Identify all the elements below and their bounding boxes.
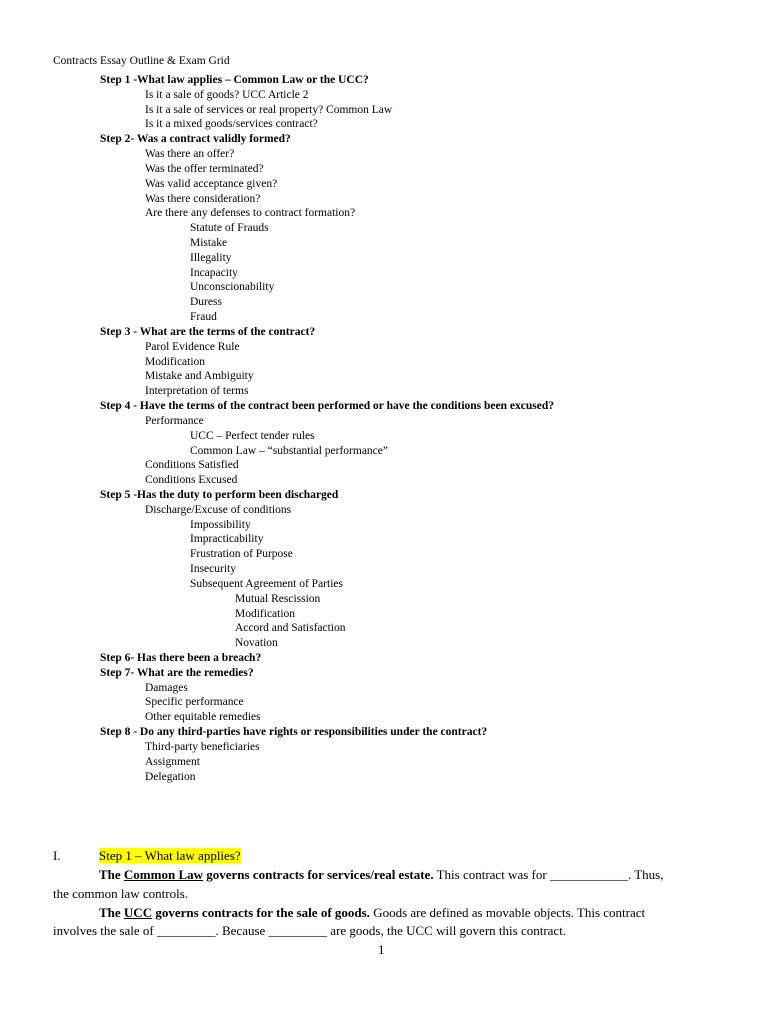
p1-lead-term: Common Law [123, 867, 204, 882]
outline-text: Common Law – “substantial performance” [190, 445, 388, 457]
outline-text: Mistake and Ambiguity [145, 370, 254, 382]
paragraph-common-law-line2: the common law controls. [53, 886, 189, 901]
outline-text: Step 2- Was a contract validly formed? [100, 133, 291, 145]
paragraph-ucc-line1 [99, 905, 645, 921]
outline-text: Illegality [190, 252, 232, 264]
outline-text: Specific performance [145, 696, 244, 708]
p1-blank1: ____________ [549, 867, 628, 882]
section-heading [99, 848, 241, 864]
outline-text: Novation [235, 637, 278, 649]
outline-text: Is it a mixed goods/services contract? [145, 118, 318, 130]
outline-text: Is it a sale of goods? UCC Article 2 [145, 89, 309, 101]
p1-text2: . Thus, [627, 867, 664, 882]
outline-text: Mistake [190, 237, 228, 249]
p2-lead-rest: governs contracts for the sale of goods. [152, 905, 370, 920]
outline-text: Statute of Frauds [190, 222, 269, 234]
outline-text: Insecurity [190, 563, 236, 575]
section-numeral: I. [53, 848, 61, 863]
outline-text: Duress [190, 296, 222, 308]
p2-line2a: involves the sale of [53, 923, 157, 938]
outline-text: Are there any defenses to contract formation? [145, 207, 356, 219]
outline-text: Conditions Excused [145, 474, 238, 486]
outline-text: Subsequent Agreement of Parties [190, 578, 343, 590]
outline-text: Frustration of Purpose [190, 548, 293, 560]
outline-text: Impracticability [190, 533, 264, 545]
outline-text: Step 3 - What are the terms of the contract? [100, 326, 316, 338]
outline-text: Accord and Satisfaction [235, 622, 346, 634]
outline-text: Incapacity [190, 267, 238, 279]
outline-text: Unconscionability [190, 281, 275, 293]
page-number: 1 [378, 942, 385, 957]
p2-lead-term: UCC [123, 905, 153, 920]
outline-text: Damages [145, 682, 188, 694]
outline-text: Step 4 - Have the terms of the contract been performed or have the conditions been excused? [100, 400, 554, 412]
outline-text: Assignment [145, 756, 200, 768]
outline-text: Was there an offer? [145, 148, 235, 160]
p2-blank1: _________ [156, 923, 216, 938]
p1-lead-rest: governs contracts for services/real estate. [203, 867, 434, 882]
outline-text: UCC – Perfect tender rules [190, 430, 315, 442]
outline-text: Other equitable remedies [145, 711, 261, 723]
p2-line2c: are goods, the UCC will govern this contract. [327, 923, 567, 938]
outline-text: Interpretation of terms [145, 385, 249, 397]
outline-text: Was valid acceptance given? [145, 178, 278, 190]
outline-text: Performance [145, 415, 204, 427]
p2-line2b: . Because [215, 923, 269, 938]
document-title: Contracts Essay Outline & Exam Grid [53, 55, 230, 67]
p2-blank2: _________ [268, 923, 328, 938]
p2-lead-the: The [99, 905, 124, 920]
outline-text: Delegation [145, 771, 196, 783]
outline-text: Step 1 -What law applies – Common Law or the UCC? [100, 74, 369, 86]
outline-text: Modification [235, 608, 296, 620]
outline-text: Impossibility [190, 519, 251, 531]
outline-text: Conditions Satisfied [145, 459, 239, 471]
p1-lead-the: The [99, 867, 124, 882]
outline-text: Step 6- Has there been a breach? [100, 652, 262, 664]
section-heading-highlight: Step 1 – What law applies? [99, 848, 241, 863]
outline-text: Was there consideration? [145, 193, 261, 205]
outline-text: Step 8 - Do any third-parties have rights or responsibilities under the contract? [100, 726, 488, 738]
outline-text: Parol Evidence Rule [145, 341, 240, 353]
outline-text: Is it a sale of services or real property? Common Law [145, 104, 393, 116]
outline-text: Mutual Rescission [235, 593, 321, 605]
outline-text: Was the offer terminated? [145, 163, 264, 175]
p2-text1: Goods are defined as movable objects. This contract [369, 905, 646, 920]
paragraph-ucc-line2 [53, 923, 566, 939]
p1-text1: This contract was for [433, 867, 550, 882]
outline-text: Step 7- What are the remedies? [100, 667, 254, 679]
outline-text: Third-party beneficiaries [145, 741, 260, 753]
outline-text: Fraud [190, 311, 217, 323]
outline-text: Discharge/Excuse of conditions [145, 504, 292, 516]
paragraph-common-law-line1 [99, 867, 663, 883]
outline-text: Step 5 -Has the duty to perform been discharged [100, 489, 339, 501]
outline-text: Modification [145, 356, 206, 368]
